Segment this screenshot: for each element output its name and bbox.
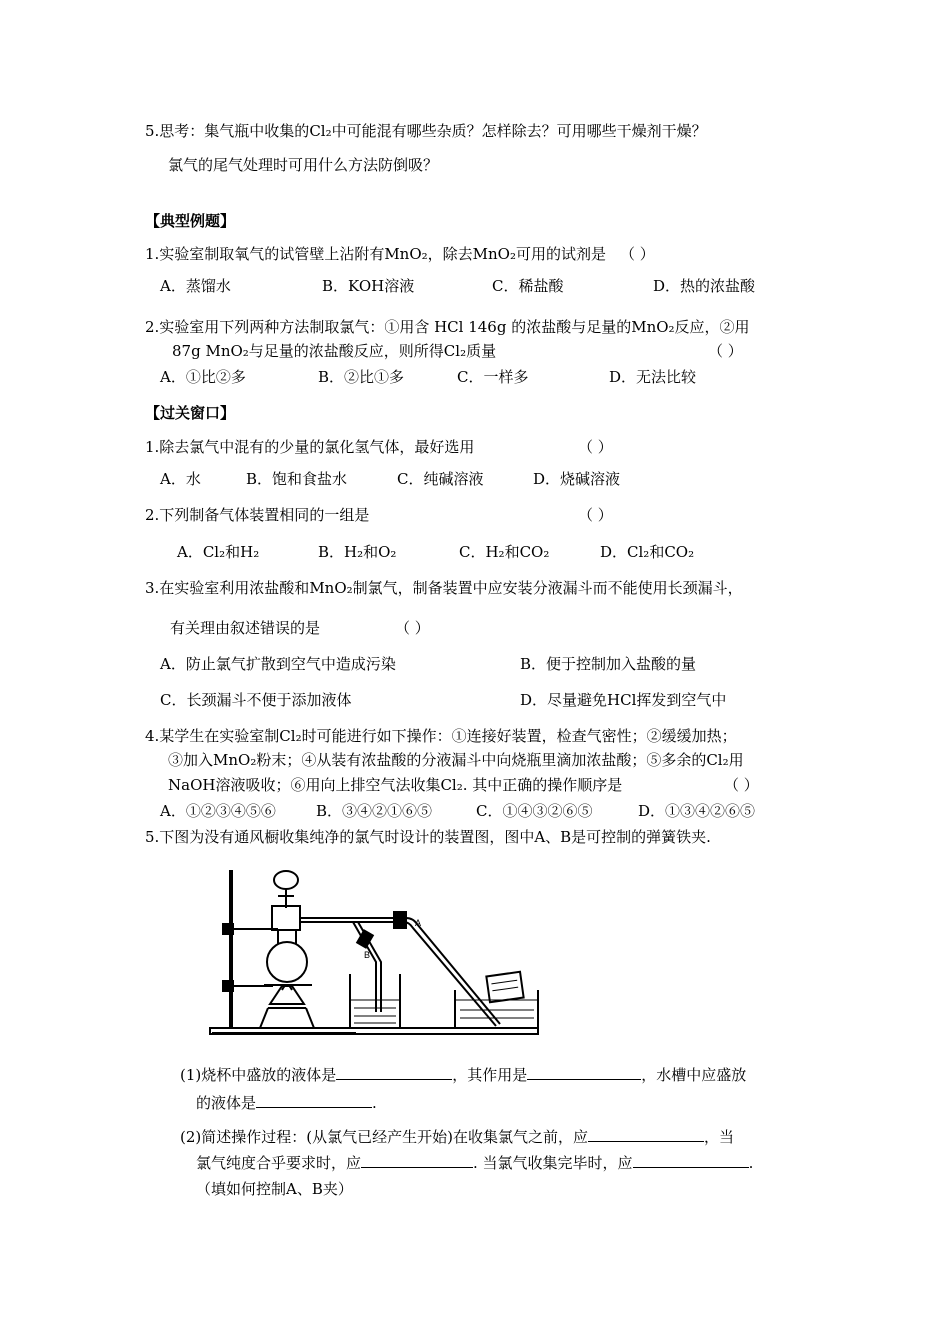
before-collect-blank[interactable] [588, 1125, 704, 1142]
flask-stopper [272, 906, 300, 930]
alcohol-lamp [270, 986, 304, 1004]
clamp-boss-lower [223, 981, 233, 991]
sub2-text-c: 氯气纯度合乎要求时，应 [196, 1154, 362, 1172]
pass-q3-paren: （ ） [395, 619, 430, 637]
pass-q1-option-a: A．水 [160, 470, 201, 488]
think-q5-line1: 5.思考：集气瓶中收集的Cl₂中可能混有哪些杂质？怎样除去？可用哪些干燥剂干燥？ [145, 122, 707, 140]
example-q1-paren: （ ） [620, 245, 655, 263]
trough-liquid-blank[interactable] [256, 1091, 372, 1108]
round-bottom-flask [267, 942, 307, 982]
pass-q3-option-d: D．尽量避免HCl挥发到空气中 [520, 691, 727, 709]
sub1-text-d: 的液体是 [196, 1094, 257, 1112]
apparatus-diagram [208, 862, 543, 1047]
label-b: B [364, 950, 371, 960]
pass-q4-option-a: A．①②③④⑤⑥ [160, 802, 276, 820]
pass-q4-line1: 4.某学生在实验室制Cl₂时可能进行如下操作：①连接好装置，检查气密性；②缓缓加热； [145, 727, 737, 745]
pass-q2-option-d: D．Cl₂和CO₂ [600, 543, 695, 561]
pass-q2-option-a: A．Cl₂和H₂ [177, 543, 260, 561]
example-q1-stem: 1.实验室制取氧气的试管壁上沾附有MnO₂，除去MnO₂可用的试剂是 [145, 245, 606, 263]
sub2-text-b: ，当 [703, 1128, 734, 1146]
pass-q3-option-a: A．防止氯气扩散到空气中造成污染 [160, 655, 396, 673]
sub1-text-e: . [372, 1094, 377, 1112]
pass-heading: 【过关窗口】 [145, 404, 236, 422]
pass-q3-line1: 3.在实验室利用浓盐酸和MnO₂制氯气，制备装置中应安装分液漏斗而不能使用长颈漏斗， [145, 579, 743, 597]
example-q2-line1: 2.实验室用下列两种方法制取氯气：①用含 HCl 146g 的浓盐酸与足量的MnO₂反应，②用 [145, 318, 750, 336]
sub1-text-b: ，其作用是 [452, 1066, 528, 1084]
pass-q4-line3: NaOH溶液吸收；⑥用向上排空气法收集Cl₂. 其中正确的操作顺序是 [168, 776, 623, 794]
pass-q5-sub1-line2 [196, 1091, 377, 1113]
pass-q1-option-d: D．烧碱溶液 [533, 470, 621, 488]
pass-q3-line2: 有关理由叙述错误的是 [170, 619, 321, 637]
pass-q1-option-b: B．饱和食盐水 [246, 470, 348, 488]
pass-q4-line2: ③加入MnO₂粉末；④从装有浓盐酸的分液漏斗中向烧瓶里滴加浓盐酸；⑤多余的Cl₂用 [168, 751, 744, 769]
example-q2-line2: 87g MnO₂与足量的浓盐酸反应，则所得Cl₂质量 [172, 342, 497, 360]
separatory-funnel [274, 871, 298, 889]
clamp-boss-upper [223, 924, 233, 934]
pass-q4-option-b: B．③④②①⑥⑤ [316, 802, 433, 820]
beaker-liquid-blank[interactable] [336, 1063, 452, 1080]
pass-q3-option-b: B．便于控制加入盐酸的量 [520, 655, 697, 673]
pass-q1-paren: （ ） [578, 438, 613, 456]
example-q2-option-a: A．①比②多 [160, 368, 246, 386]
example-q1-option-d: D．热的浓盐酸 [653, 277, 756, 295]
pass-q2-stem: 2.下列制备气体装置相同的一组是 [145, 506, 370, 524]
think-q5-line2: 氯气的尾气处理时可用什么方法防倒吸？ [168, 156, 439, 174]
sub2-text-d: . 当氯气收集完毕时，应 [473, 1154, 633, 1172]
pass-q5-sub2-line2 [196, 1151, 753, 1173]
sub2-text-a: (2)简述操作过程：(从氯气已经产生开始)在收集氯气之前，应 [180, 1128, 588, 1146]
clip-a [394, 912, 406, 928]
pass-q1-option-c: C．纯碱溶液 [397, 470, 484, 488]
pass-q2-option-c: C．H₂和CO₂ [459, 543, 550, 561]
example-q2-option-b: B．②比①多 [318, 368, 405, 386]
pure-gas-blank[interactable] [361, 1151, 473, 1168]
pass-q4-option-d: D．①③④②⑥⑤ [638, 802, 756, 820]
trough-liquid [460, 1010, 534, 1018]
pass-q5-sub2-note: （填如何控制A、B夹） [196, 1180, 353, 1198]
example-q1-option-a: A．蒸馏水 [160, 277, 231, 295]
pass-q1-stem: 1.除去氯气中混有的少量的氯化氢气体，最好选用 [145, 438, 475, 456]
examples-heading: 【典型例题】 [145, 212, 236, 230]
example-q2-option-d: D．无法比较 [609, 368, 697, 386]
example-q2-paren: （ ） [708, 342, 743, 360]
water-trough [455, 990, 538, 1028]
pass-q2-option-b: B．H₂和O₂ [318, 543, 397, 561]
pass-q2-paren: （ ） [578, 506, 613, 524]
lamp-base [260, 1008, 314, 1028]
after-collect-blank[interactable] [633, 1151, 749, 1168]
sub2-text-e: . [748, 1154, 754, 1172]
sub1-text-c: ，水槽中应盛放 [641, 1066, 747, 1084]
example-q2-option-c: C．一样多 [457, 368, 529, 386]
pass-q5-stem: 5.下图为没有通风橱收集纯净的氯气时设计的装置图，图中A、B是可控制的弹簧铁夹. [145, 828, 711, 846]
pass-q3-option-c: C．长颈漏斗不便于添加液体 [160, 691, 352, 709]
bottle-lines [491, 980, 518, 991]
sub1-text-a: (1)烧杯中盛放的液体是 [180, 1066, 337, 1084]
example-q1-option-c: C．稀盐酸 [492, 277, 564, 295]
example-q1-option-b: B．KOH溶液 [322, 277, 415, 295]
pass-q5-sub1-line1 [180, 1063, 746, 1085]
pass-q4-paren: （ ） [724, 776, 759, 794]
purpose-blank[interactable] [527, 1063, 641, 1080]
pass-q5-sub2-line1 [180, 1125, 734, 1147]
label-a: A [415, 918, 422, 928]
pass-q4-option-c: C．①④③②⑥⑤ [476, 802, 593, 820]
